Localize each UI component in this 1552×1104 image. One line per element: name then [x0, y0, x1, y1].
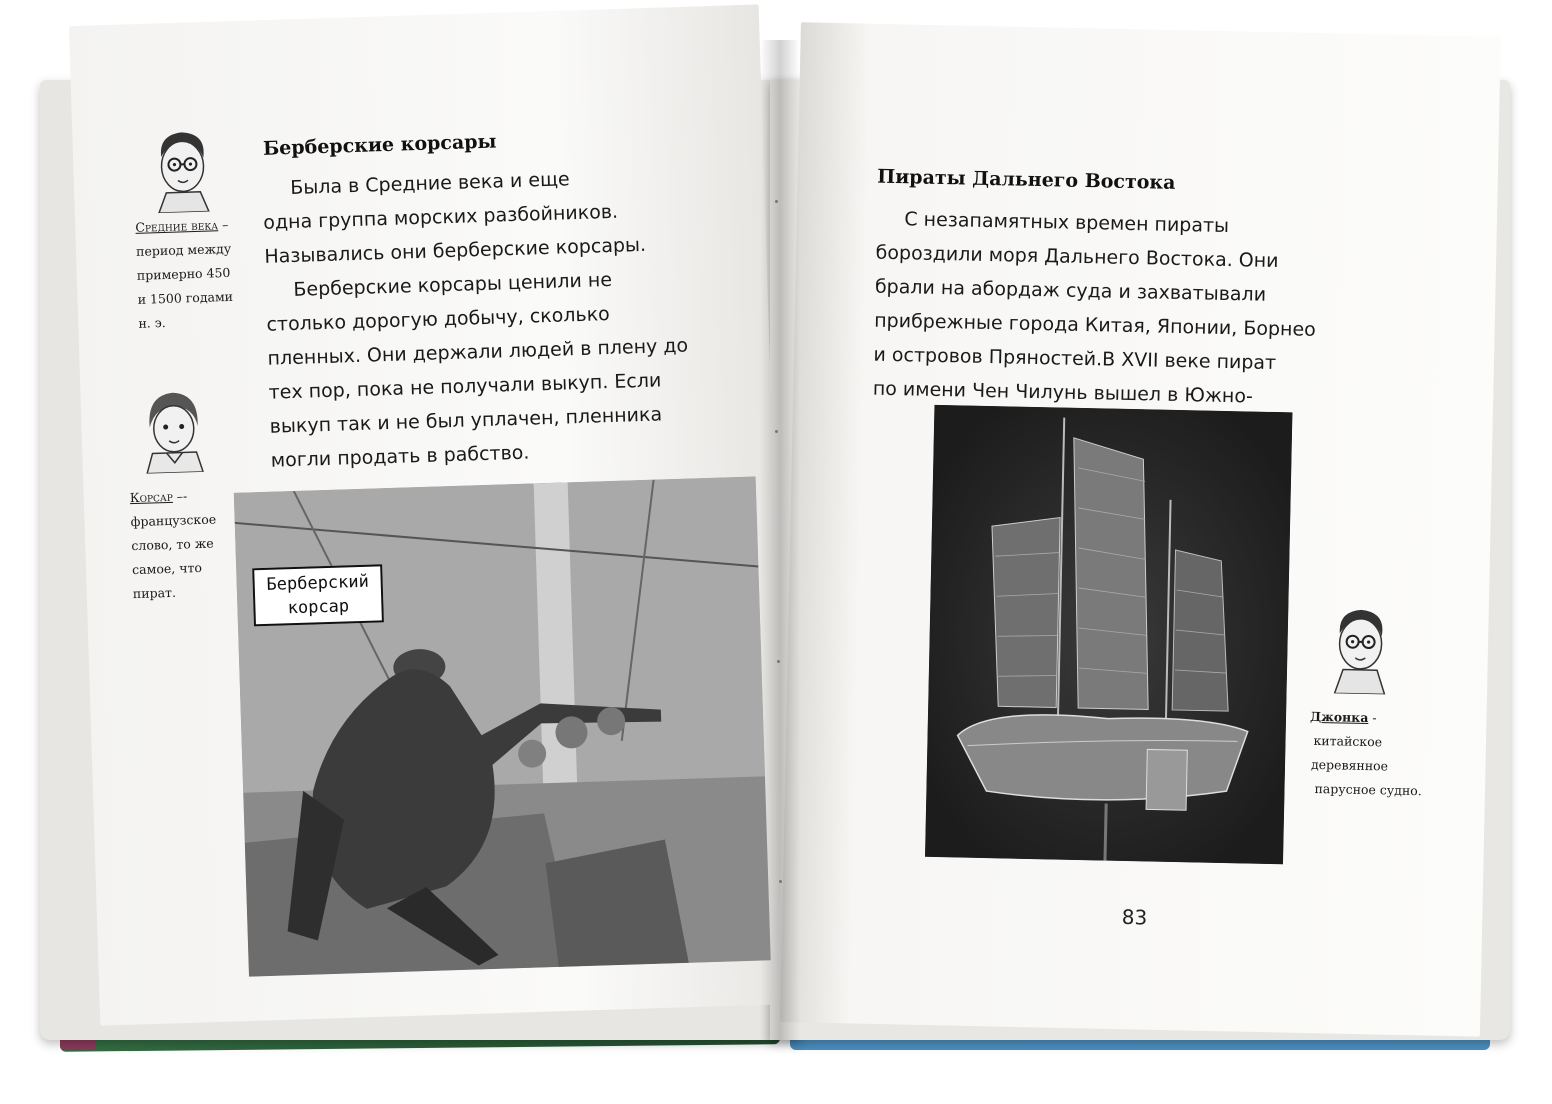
right-page-heading: Пираты Дальнего Востока [877, 166, 1176, 194]
note-middle-ages: Средние века – период между примерно 450 и 1500 годами н. э. [135, 213, 234, 336]
illustration-label: Берберский корсар [252, 564, 384, 626]
note-term: Джонка [1310, 709, 1369, 725]
note-term: Корсар [130, 489, 173, 505]
note-junk: Джонка - китайское деревянное парусное судно. [1308, 705, 1423, 803]
page-number: 83 [1122, 905, 1148, 930]
boy-with-glasses-icon [1329, 603, 1393, 694]
right-page-body: С незапамятных времен пираты бороздили моря Дальнего Востока. Они брали на абордаж суда и захватывали прибрежные города Китая, Японии, Борнео и островов Пряностей.В XVII веке пират по имени Чен Чилунь вышел в Южно- [872, 202, 1318, 415]
note-term: Средние века [135, 217, 218, 235]
note-corsair: Корсар –- французское слово, то же самое, что пират. [130, 483, 219, 606]
junk-ship-art [925, 405, 1292, 864]
junk-ship-photo [925, 405, 1292, 864]
left-page-heading: Берберские корсары [263, 130, 497, 159]
left-page-body: Была в Средние века и еще одна группа морских разбойников. Назывались они берберские корсары. Берберские корсары ценили не столько дорогую добычу, сколько пленных. Они держали людей в плену до тех пор, пока не получали выкуп. Если выкуп так и не был уплачен, пленника могли продать в рабство. [262, 159, 692, 478]
